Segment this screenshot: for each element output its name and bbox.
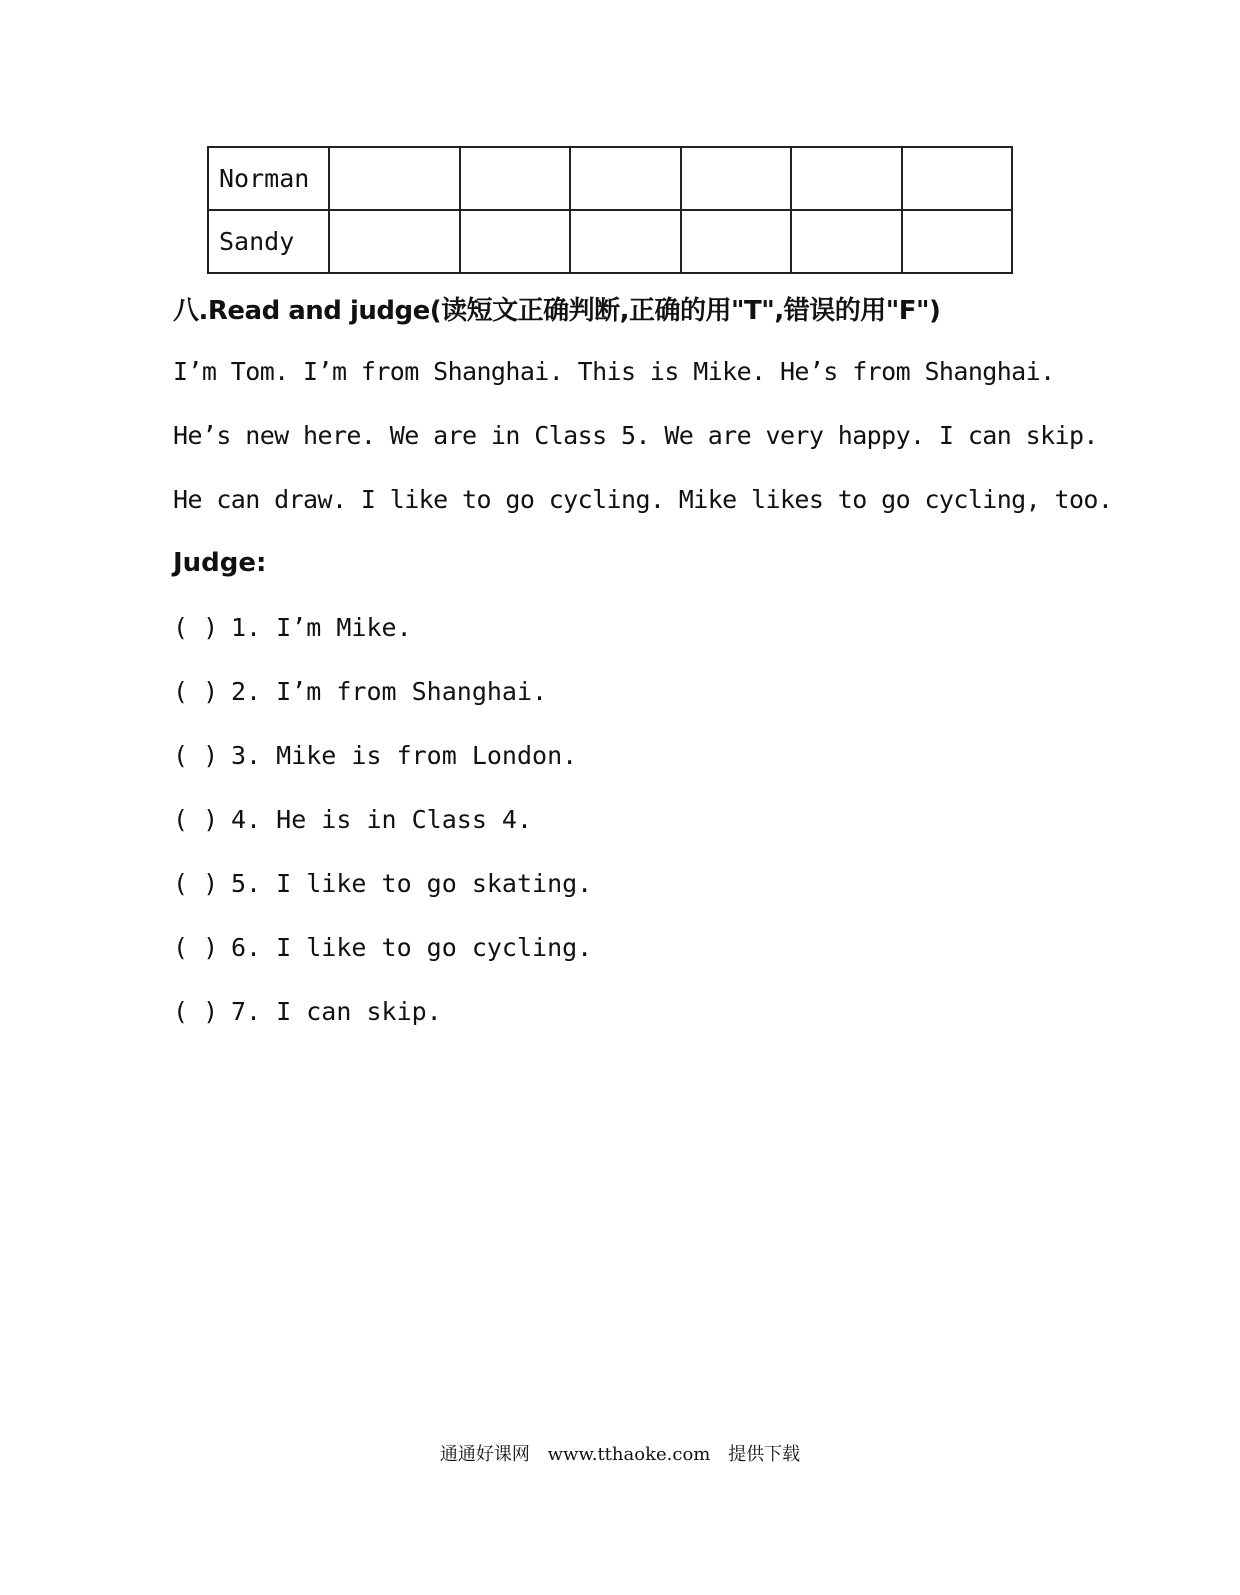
row-name-cell: Norman bbox=[208, 147, 329, 210]
answer-blank[interactable]: ( ) bbox=[173, 805, 219, 834]
judge-item-text: 1. I’m Mike. bbox=[231, 613, 412, 642]
judge-item bbox=[173, 805, 532, 834]
footer-site-name: 通通好课网 bbox=[439, 1444, 530, 1465]
answer-cell[interactable] bbox=[460, 147, 570, 210]
answer-cell[interactable] bbox=[329, 210, 459, 273]
judge-item bbox=[173, 677, 547, 706]
answer-blank[interactable]: ( ) bbox=[173, 613, 219, 642]
judge-item-text: 5. I like to go skating. bbox=[231, 869, 593, 898]
answer-cell[interactable] bbox=[902, 147, 1012, 210]
judge-item-text: 6. I like to go cycling. bbox=[231, 933, 593, 962]
section-heading: 八.Read and judge(读短文正确判断,正确的用"T",错误的用"F") bbox=[173, 296, 941, 326]
answer-cell[interactable] bbox=[791, 210, 901, 273]
page-footer bbox=[0, 1440, 1240, 1466]
judge-item-text: 7. I can skip. bbox=[231, 997, 442, 1026]
answer-cell[interactable] bbox=[902, 210, 1012, 273]
passage-line: He’s new here. We are in Class 5. We are very happy. I can skip. bbox=[173, 421, 1098, 450]
name-grid-table bbox=[207, 146, 1013, 274]
answer-cell[interactable] bbox=[681, 210, 791, 273]
answer-blank[interactable]: ( ) bbox=[173, 677, 219, 706]
passage-line: I’m Tom. I’m from Shanghai. This is Mike. He’s from Shanghai. bbox=[173, 357, 1055, 386]
answer-blank[interactable]: ( ) bbox=[173, 997, 219, 1026]
judge-item bbox=[173, 613, 412, 642]
judge-item bbox=[173, 741, 577, 770]
answer-blank[interactable]: ( ) bbox=[173, 869, 219, 898]
answer-cell[interactable] bbox=[681, 147, 791, 210]
answer-cell[interactable] bbox=[791, 147, 901, 210]
table-row bbox=[208, 147, 1012, 210]
judge-item-text: 4. He is in Class 4. bbox=[231, 805, 533, 834]
judge-label: Judge: bbox=[173, 548, 267, 578]
row-name-cell: Sandy bbox=[208, 210, 329, 273]
answer-cell[interactable] bbox=[570, 147, 680, 210]
passage-line: He can draw. I like to go cycling. Mike likes to go cycling, too. bbox=[173, 485, 1113, 514]
judge-item-text: 3. Mike is from London. bbox=[231, 741, 578, 770]
judge-item-text: 2. I’m from Shanghai. bbox=[231, 677, 548, 706]
answer-blank[interactable]: ( ) bbox=[173, 933, 219, 962]
judge-item bbox=[173, 869, 592, 898]
footer-tagline: 提供下载 bbox=[728, 1444, 801, 1465]
answer-cell[interactable] bbox=[570, 210, 680, 273]
footer-url-link[interactable]: www.tthaoke.com bbox=[547, 1444, 711, 1465]
answer-cell[interactable] bbox=[329, 147, 459, 210]
table-row bbox=[208, 210, 1012, 273]
answer-blank[interactable]: ( ) bbox=[173, 741, 219, 770]
judge-item bbox=[173, 933, 592, 962]
judge-item bbox=[173, 997, 442, 1026]
answer-cell[interactable] bbox=[460, 210, 570, 273]
